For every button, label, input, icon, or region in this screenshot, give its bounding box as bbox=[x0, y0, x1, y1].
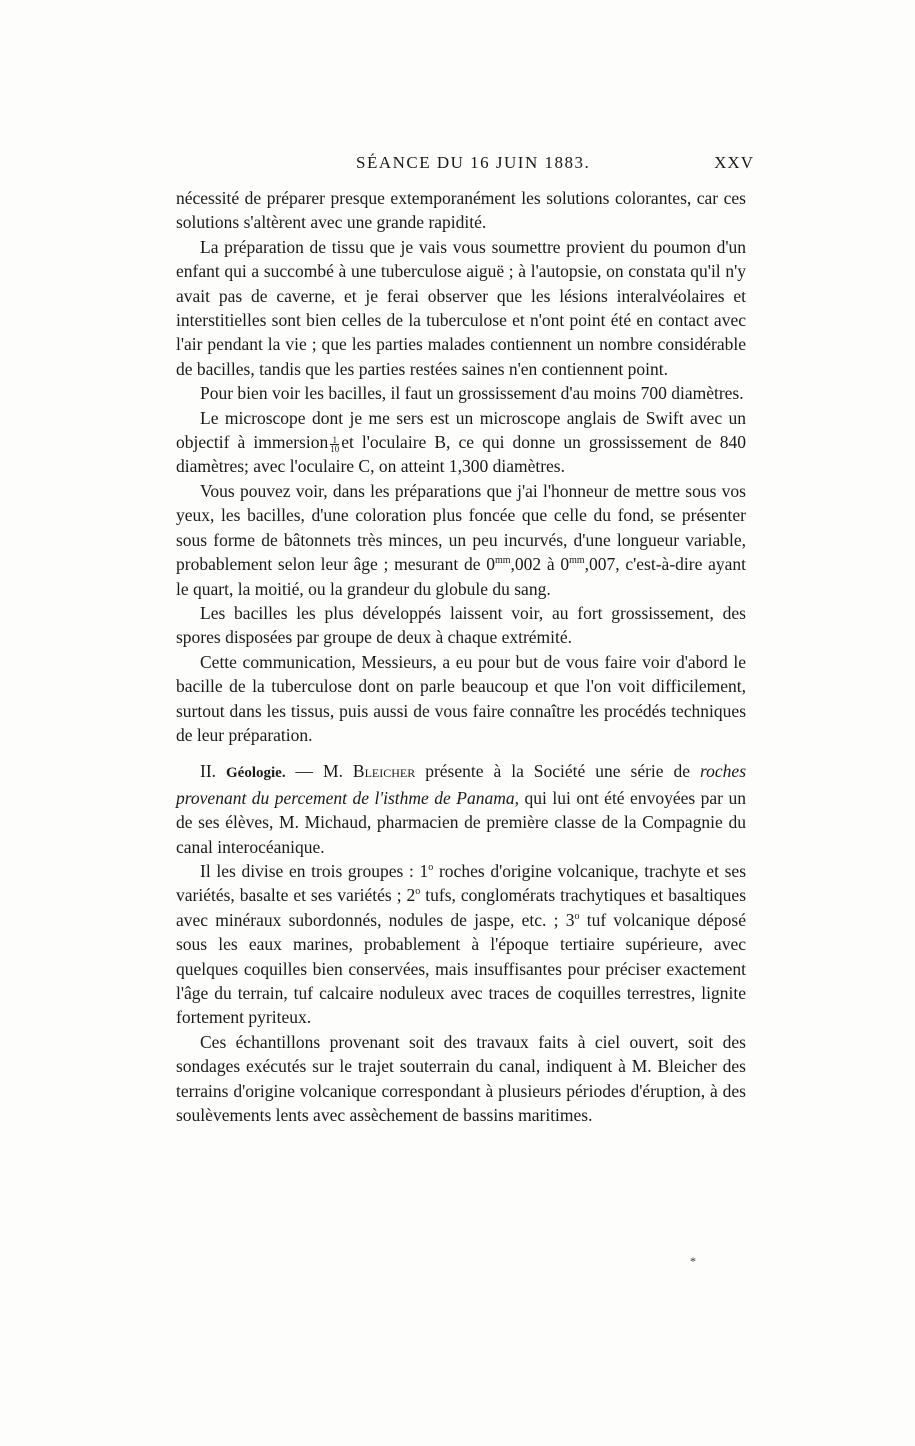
running-header bbox=[176, 153, 754, 177]
section-italic-title: roches provenant du percement de l'isthme de Panama, bbox=[176, 761, 747, 808]
paragraph-6: Les bacilles les plus développés laissent voir, au fort grossissement, des spores disposées par groupe de deux à chaque extrémité. bbox=[176, 602, 746, 648]
section-text-a: présente à la Société une série de bbox=[415, 761, 700, 782]
paragraph-9-text-a: Il les divise en trois groupes : 1 bbox=[200, 860, 429, 881]
unit-superscript: mm bbox=[494, 555, 511, 567]
paragraph-10: Ces échantillons provenant soit des travaux faits à ciel ouvert, soit des sondages exécutés sur le trajet souterrain du canal, indiquent à M. Bleicher des terrains d'origine volcanique correspondant à plusieurs périodes d'éruption, à des soulèvements lents avec assèchement de bassins maritimes. bbox=[176, 1031, 746, 1126]
paragraph-4-text-b: et l'oculaire B, ce qui donne un grossissement de 840 diamètres; avec l'oculaire C, on atteint 1,300 diamètres. bbox=[176, 432, 746, 477]
paragraph-7: Cette communication, Messieurs, a eu pour but de vous faire voir d'abord le bacille de la tuberculose dont on parle beaucoup et que l'on voit difficilement, surtout dans les tissus, puis aussi de vous faire connaître les procédés techniques de leur préparation. bbox=[176, 651, 746, 745]
unit-superscript: mm bbox=[569, 555, 585, 567]
paragraph-4 bbox=[176, 406, 746, 479]
fraction bbox=[330, 436, 339, 453]
section-title: Géologie. bbox=[226, 765, 286, 782]
ordinal-superscript: o bbox=[428, 862, 434, 874]
author-name: Bleicher bbox=[352, 761, 416, 782]
section-dash: — M. bbox=[285, 761, 353, 782]
paragraph-3: Pour bien voir les bacilles, il faut un grossissement d'au moins 700 diamètres. bbox=[200, 383, 744, 404]
fraction-numerator: 1 bbox=[330, 436, 339, 445]
section-number: II. bbox=[200, 761, 217, 782]
ordinal-superscript: o bbox=[574, 910, 580, 922]
fraction-denominator: 10 bbox=[330, 443, 340, 454]
paragraph-9-text-d: tuf volcanique déposé sous les eaux marines, probablement à l'époque tertiaire supérieure, avec quelques coquilles bien conservées, mais insuffisantes pour préciser exactement l'âge du terrain, tuf calcaire noduleux avec traces de coquilles terrestres, lignite fortement pyriteux. bbox=[176, 909, 747, 1028]
page-number: XXV bbox=[714, 153, 754, 172]
section-geologie bbox=[176, 759, 746, 859]
paragraph-5-text-b: ,002 à 0 bbox=[510, 554, 570, 575]
paragraph-9 bbox=[176, 859, 746, 1030]
paragraph-9-text-b: roches d'origine volcanique, trachyte et ses variétés, basalte et ses variétés ; 2 bbox=[176, 860, 747, 906]
ordinal-superscript: o bbox=[415, 886, 421, 898]
paragraph-2: La préparation de tissu que je vais vous soumettre provient du poumon d'un enfant qui a succombé à une tuberculose aiguë ; à l'autopsie, on constata qu'il n'y avait pas de caverne, et je ferai observer que les lésions interalvéolaires et interstitielles sont bien celles de la tuberculose et n'ont point été en contact avec l'air pendant la vie ; que les parties malades contiennent un nombre considérable de bacilles, tandis que les parties restées saines n'en contiennent point. bbox=[176, 236, 746, 379]
paragraph-4-text-a: Le microscope dont je me sers est un microscope anglais de Swift avec un objectif à immersion bbox=[176, 407, 746, 453]
paragraph-5-text-c: ,007, c'est-à-dire ayant le quart, la moitié, ou la grandeur du globule du sang. bbox=[176, 554, 746, 599]
printer-mark: * bbox=[690, 1254, 696, 1268]
paragraph-9-text-c: tufs, conglomérats trachytiques et basaltiques avec minéraux subordonnés, nodules de jaspe, etc. ; 3 bbox=[176, 885, 746, 930]
paragraph-5 bbox=[176, 479, 746, 601]
body-text bbox=[176, 186, 746, 1127]
paragraph-1: nécessité de préparer presque extemporanément les solutions colorantes, car ces solutions s'altèrent avec une grande rapidité. bbox=[176, 188, 746, 233]
section-text-b: qui lui ont été envoyées par un de ses élèves, M. Michaud, pharmacien de première classe de la Compagnie du canal interocéanique. bbox=[176, 787, 746, 857]
running-title: SÉANCE DU 16 JUIN 1883. bbox=[356, 153, 591, 172]
paragraph-5-text-a: Vous pouvez voir, dans les préparations que j'ai l'honneur de mettre sous vos yeux, les bacilles, d'une coloration plus foncée que celle du fond, se présenter sous forme de bâtonnets très minces, un peu incurvés, d'une longueur variable, probablement selon leur âge ; mesurant de 0 bbox=[176, 480, 746, 575]
